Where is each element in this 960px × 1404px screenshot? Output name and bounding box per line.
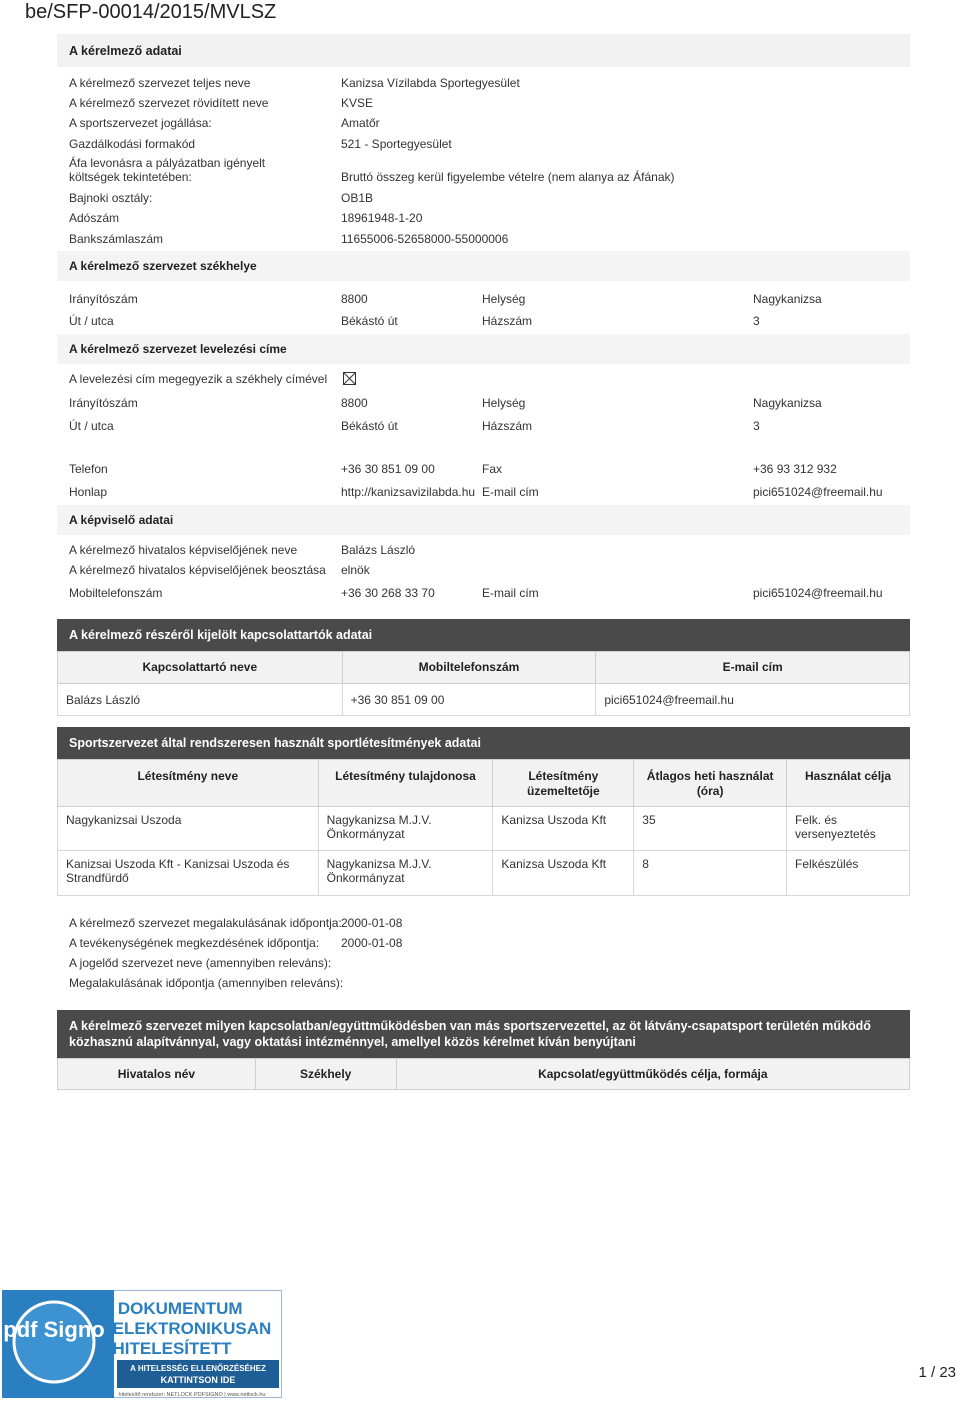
page-indicator: 1 / 23 [918,1364,956,1381]
mailing-house-label: Házszám [482,419,533,433]
seat-zip: 8800 [341,292,368,306]
phone-label: Telefon [69,462,108,476]
seat-street: Békástó út [341,314,398,328]
seat-heading: A kérelmező szervezet székhelye [57,251,910,281]
mailing-house: 3 [753,419,760,433]
cooperation-col-header: Kapcsolat/együttműködés célja, formája [396,1059,909,1090]
table-cell: Kanizsa Uszoda Kft [493,807,634,851]
founding-date-label: A kérelmező szervezet megalakulásának időpontja: [69,916,342,930]
mailing-heading: A kérelmező szervezet levelezési címe [57,334,910,364]
cooperation-table [57,1058,910,1090]
checkbox-checked-icon[interactable] [343,372,356,385]
seat-street-label: Út / utca [69,314,114,328]
web-link[interactable]: http://kanizsavizilabda.hu [341,485,476,499]
applicant-label: Áfa levonásra a pályázatban igényelt költségek tekintetében: [69,156,266,184]
applicant-value: Amatőr [341,116,380,130]
applicant-label: Bankszámlaszám [69,232,164,246]
cooperation-heading: A kérelmező szervezet milyen kapcsolatban/együttműködésben van más sportszervezettel, az öt látvány-csapatsport területén működő közhasznú alapítvánnyal, vagy oktatási intézménnyel, amellyel közös kérelmet kíván benyújtani [57,1010,910,1058]
rep-name-label: A kérelmező hivatalos képviselőjének neve [69,543,298,557]
badge-line5: KATTINTSON IDE [160,1375,236,1385]
activity-start-label: A tevékenységének megkezdésének időpontja: [69,936,320,950]
table-cell: Nagykanizsa M.J.V. Önkormányzat [318,851,493,896]
table-cell: 8 [634,851,787,896]
mailing-street-label: Út / utca [69,419,114,433]
table-cell: 35 [634,807,787,851]
seat-zip-label: Irányítószám [69,292,138,306]
applicant-label: A kérelmező szervezet rövidített neve [69,96,269,110]
facilities-col-header: Létesítmény neve [58,760,319,807]
email-link[interactable]: pici651024@freemail.hu [753,485,883,499]
applicant-value: Kanizsa Vízilabda Sportegyesület [341,76,520,90]
rep-email-label: E-mail cím [482,586,539,600]
founding-date: 2000-01-08 [341,916,403,930]
predecessor-name-label: A jogelőd szervezet neve (amennyiben releváns): [69,956,332,970]
applicant-value: 18961948-1-20 [341,211,423,225]
applicant-label: A sportszervezet jogállása: [69,116,212,130]
badge-line3: HITELESÍTETT [112,1339,232,1358]
table-cell: +36 30 851 09 00 [342,684,596,716]
applicant-value: Bruttó összeg kerül figyelembe vételre (nem alanya az Áfának) [341,170,675,184]
table-cell: Balázs László [58,684,343,716]
rep-mobile: +36 30 268 33 70 [341,586,435,600]
rep-name: Balázs László [341,543,416,557]
email-label: E-mail cím [482,485,539,499]
facilities-col-header: Létesítmény üzemeltetője [493,760,634,807]
rep-role: elnök [341,563,370,577]
badge-line4: A HITELESSÉG ELLENŐRZÉSÉHEZ [130,1364,266,1373]
seat-city: Nagykanizsa [753,292,822,306]
contacts-col-header: E-mail cím [596,652,910,684]
fax-label: Fax [482,462,503,476]
logo-text: pdf Signo [3,1317,105,1342]
facilities-col-header: Átlagos heti használat (óra) [634,760,787,807]
cooperation-col-header: Székhely [255,1059,396,1090]
table-cell: Kanizsa Uszoda Kft [493,851,634,896]
predecessor-date-label: Megalakulásának időpontja (amennyiben releváns): [69,976,344,990]
rep-email[interactable]: pici651024@freemail.hu [753,586,883,600]
facilities-col-header: Használat célja [787,760,910,807]
contacts-col-header: Kapcsolattartó neve [58,652,343,684]
applicant-label: Adószám [69,211,120,225]
pdfsigno-verification-badge[interactable] [2,1290,282,1398]
facilities-col-header: Létesítmény tulajdonosa [318,760,493,807]
document-title: be/SFP-00014/2015/MVLSZ [25,1,277,23]
badge-line1: A DOKUMENTUM [101,1299,243,1318]
applicant-label: A kérelmező szervezet teljes neve [69,76,251,90]
table-cell: Felkészülés [787,851,910,896]
seat-house-label: Házszám [482,314,533,328]
badge-line2: ELEKTRONIKUSAN [112,1319,272,1338]
phone-value: +36 30 851 09 00 [341,462,435,476]
cooperation-col-header: Hivatalos név [58,1059,256,1090]
table-cell: Felk. és versenyeztetés [787,807,910,851]
applicant-label: Gazdálkodási formakód [69,137,196,151]
applicant-label: Bajnoki osztály: [69,191,153,205]
representative-heading: A képviselő adatai [57,505,910,535]
table-cell: pici651024@freemail.hu [596,684,910,716]
fax-value: +36 93 312 932 [753,462,837,476]
mailing-city: Nagykanizsa [753,396,822,410]
table-cell: Nagykanizsai Uszoda [58,807,319,851]
badge-footer: hitelesítő rendszer: NETLOCK PDFSIGNO | www.netlock.hu [118,1392,266,1398]
applicant-value: 521 - Sportegyesület [341,137,452,151]
seat-house: 3 [753,314,760,328]
mailing-zip-label: Irányítószám [69,396,138,410]
facilities-table [57,759,910,896]
applicant-value: OB1B [341,191,374,205]
contacts-col-header: Mobiltelefonszám [342,652,596,684]
facilities-heading: Sportszervezet által rendszeresen használt sportlétesítmények adatai [57,727,910,759]
seat-city-label: Helység [482,292,526,306]
mailing-zip: 8800 [341,396,368,410]
applicant-value: 11655006-52658000-55000006 [341,232,509,246]
activity-start-date: 2000-01-08 [341,936,403,950]
rep-mobile-label: Mobiltelefonszám [69,586,163,600]
contacts-heading: A kérelmező részéről kijelölt kapcsolattartók adatai [57,619,910,651]
mailing-street: Békástó út [341,419,398,433]
table-cell: Kanizsai Uszoda Kft - Kanizsai Uszoda és Strandfürdő [58,851,319,896]
applicant-value: KVSE [341,96,374,110]
rep-role-label: A kérelmező hivatalos képviselőjének beosztása [69,563,326,577]
mailing-city-label: Helység [482,396,526,410]
applicant-section-heading: A kérelmező adatai [57,34,910,67]
mailing-same-label: A levelezési cím megegyezik a székhely címével [69,372,328,386]
web-label: Honlap [69,485,108,499]
table-cell: Nagykanizsa M.J.V. Önkormányzat [318,807,493,851]
contacts-table [57,651,910,716]
